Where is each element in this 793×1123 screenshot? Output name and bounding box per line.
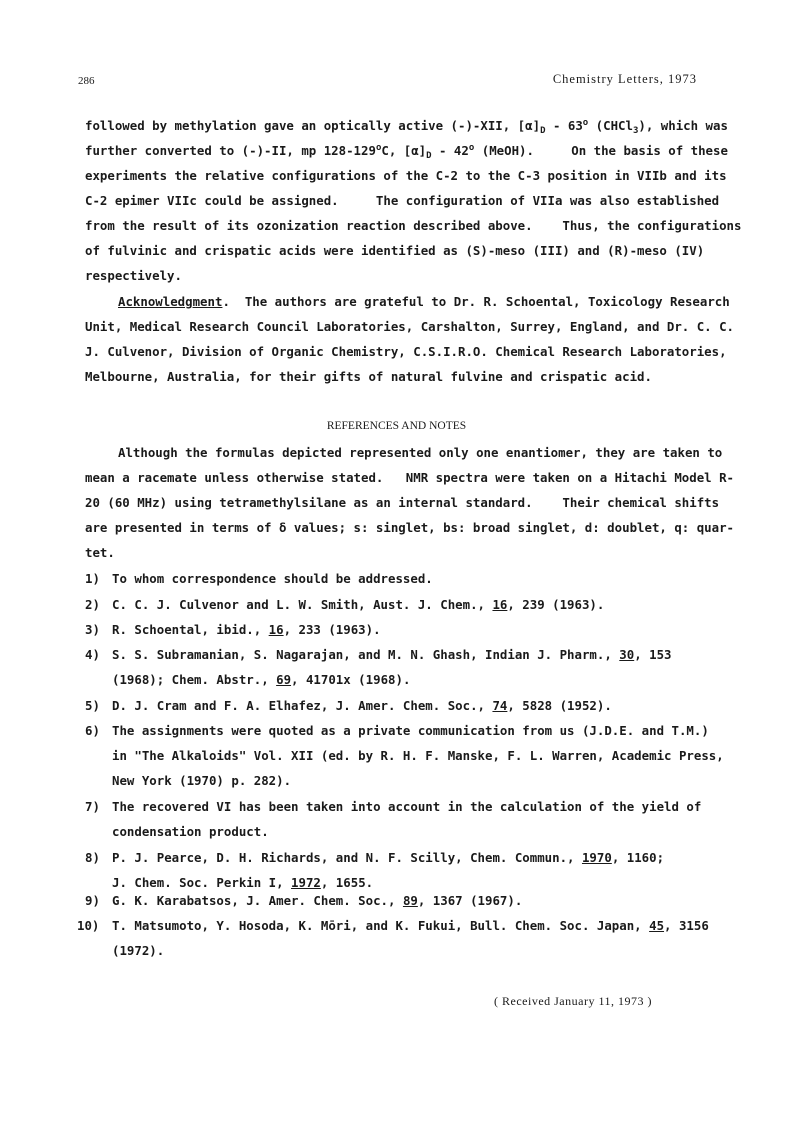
body-line: followed by methylation gave an optically active (-)-XII, $[\alpha]_D - 63^o$ (CHCl$_3$), which was [85,118,728,136]
reference-number: 10) [77,918,100,933]
reference-number: 2) [85,597,100,612]
notes-line: 20 (60 MHz) using tetramethylsilane as an internal standard. Their chemical shifts [85,495,720,510]
reference-number: 1) [85,571,100,586]
reference-text: G. K. Karabatsos, J. Amer. Chem. Soc., 89, 1367 (1967). [112,893,523,908]
reference-text: (1972). [112,943,165,958]
body-line: of fulvinic and crispatic acids were identified as (S)-meso (III) and (R)-meso (IV) [85,243,705,258]
reference-number: 6) [85,723,100,738]
reference-text: (1968); Chem. Abstr., 69, 41701x (1968). [112,672,411,687]
reference-number: 3) [85,622,100,637]
notes-line: are presented in terms of δ values; s: singlet, bs: broad singlet, d: doublet, q: quar- [85,520,735,535]
page-number: 286 [78,75,95,87]
reference-number: 5) [85,698,100,713]
reference-number: 7) [85,799,100,814]
notes-line: mean a racemate unless otherwise stated. NMR spectra were taken on a Hitachi Model R- [85,470,735,485]
reference-text: condensation product. [112,824,269,839]
received-date: ( Received January 11, 1973 ) [494,994,653,1008]
references-heading: REFERENCES AND NOTES [326,420,467,432]
notes-line: tet. [85,545,115,560]
reference-text: D. J. Cram and F. A. Elhafez, J. Amer. Chem. Soc., 74, 5828 (1952). [112,698,612,713]
reference-text: To whom correspondence should be addressed. [112,571,433,586]
reference-text: S. S. Subramanian, S. Nagarajan, and M. N. Ghash, Indian J. Pharm., 30, 153 [112,647,672,662]
acknowledgment-line: Melbourne, Australia, for their gifts of natural fulvine and crispatic acid. [85,369,652,384]
acknowledgment-label: Acknowledgment [118,294,223,309]
reference-text: The assignments were quoted as a private communication from us (J.D.E. and T.M.) [112,723,709,738]
reference-text: New York (1970) p. 282). [112,773,292,788]
body-line: experiments the relative configurations of the C-2 to the C-3 position in VIIb and its [85,168,727,183]
acknowledgment-line: J. Culvenor, Division of Organic Chemistry, C.S.I.R.O. Chemical Research Laboratories, [85,344,727,359]
reference-text: in "The Alkaloids" Vol. XII (ed. by R. H. F. Manske, F. L. Warren, Academic Press, [112,748,724,763]
reference-text: P. J. Pearce, D. H. Richards, and N. F. Scilly, Chem. Commun., 1970, 1160; [112,850,665,865]
reference-number: 8) [85,850,100,865]
reference-text: J. Chem. Soc. Perkin I, 1972, 1655. [112,875,374,890]
journal-title: Chemistry Letters, 1973 [552,72,697,86]
body-line: from the result of its ozonization reaction described above. Thus, the configurations [85,218,742,233]
body-line: C-2 epimer VIIc could be assigned. The configuration of VIIa was also established [85,193,720,208]
body-line: further converted to (-)-II, mp 128-129$^o$C, $[\alpha]_D - 42^o$ (MeOH). On the basis of these [85,143,728,161]
reference-text: C. C. J. Culvenor and L. W. Smith, Aust. J. Chem., 16, 239 (1963). [112,597,605,612]
acknowledgment-line: Acknowledgment. The authors are grateful to Dr. R. Schoental, Toxicology Research [118,294,730,309]
reference-text: The recovered VI has been taken into account in the calculation of the yield of [112,799,702,814]
acknowledgment-line: Unit, Medical Research Council Laboratories, Carshalton, Surrey, England, and Dr. C. C. [85,319,735,334]
reference-number: 9) [85,893,100,908]
reference-number: 4) [85,647,100,662]
notes-line: Although the formulas depicted represented only one enantiomer, they are taken to [118,445,723,460]
reference-text: T. Matsumoto, Y. Hosoda, K. Mōri, and K. Fukui, Bull. Chem. Soc. Japan, 45, 3156 [112,918,709,933]
body-line: respectively. [85,268,182,283]
reference-text: R. Schoental, ibid., 16, 233 (1963). [112,622,381,637]
